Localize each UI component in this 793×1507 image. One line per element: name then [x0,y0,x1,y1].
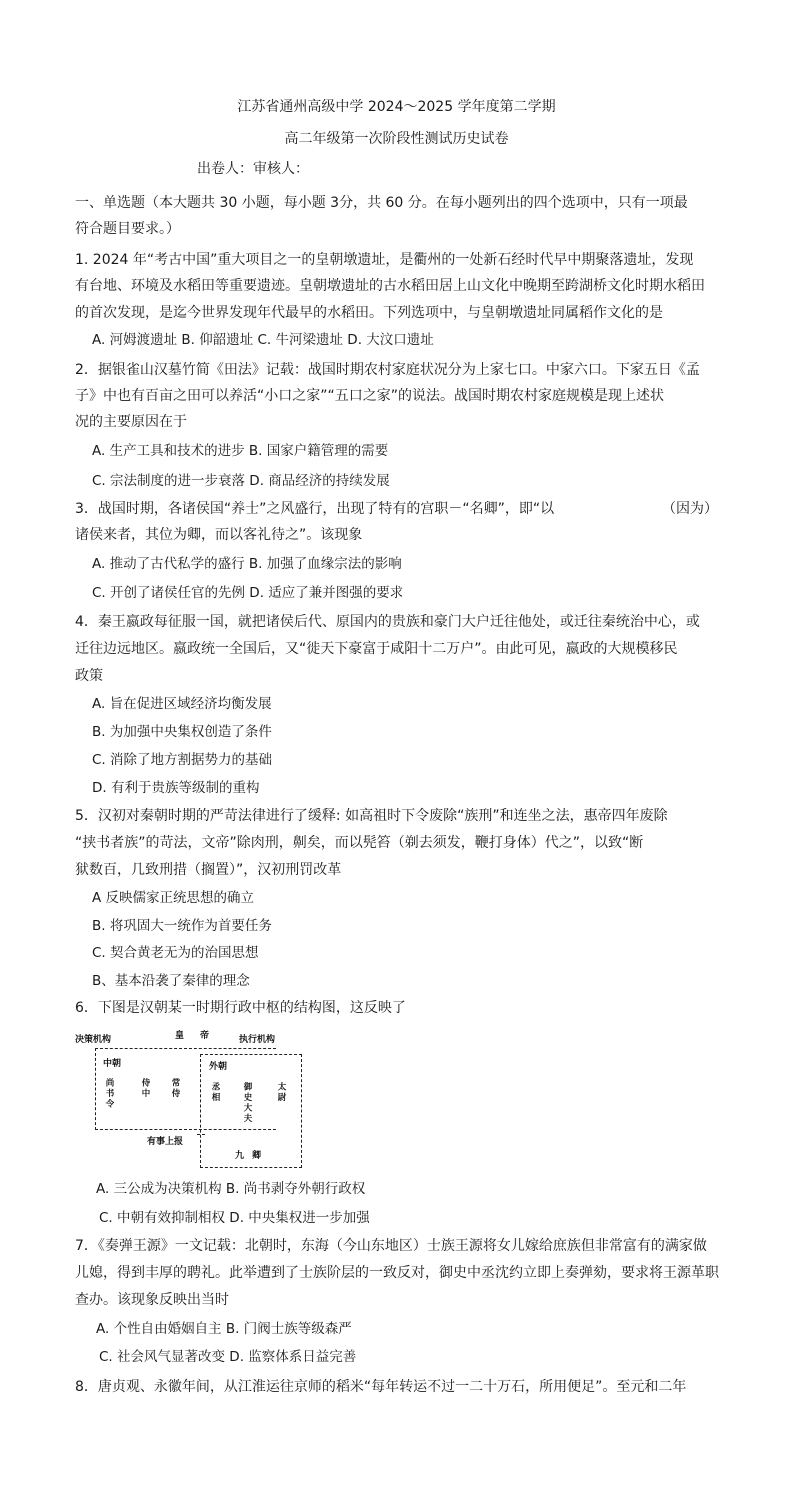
q1-line2: 有台地、环境及水稻田等重要遗迹。皇朝墩遗址的古水稻田居上山文化中晚期至跨湖桥文化时期水稻田 [75,278,705,294]
q5-option-b: B. 将巩固大一统作为首要任务 [92,918,272,934]
outer-col-1: 丞相 [210,1082,220,1103]
q5-line2: “挟书者族”的苛法，文帝”除肉刑，劓矣，而以髡笞（剃去须发，鞭打身体）代之”，以致“断 [75,835,644,851]
exam-subtitle: 高二年级第一次阶段性测试历史试卷 [284,131,509,147]
section-heading-line1: 一、单选题（本大题共 30 小题，每小题 3分，共 60 分。在每小题列出的四个选项中，只有一项最 [75,195,688,211]
q3-line1: 3．战国时期，各诸侯国“养士”之风盛行，出现了特有的宫职－“名卿”，即“以 [75,501,555,517]
q2-options-row2: C. 宗法制度的进一步衰落 D. 商品经济的持续发展 [92,473,390,489]
q1-options: A. 河姆渡遗址 B. 仰韶遗址 C. 牛河梁遗址 D. 大汶口遗址 [92,332,434,348]
q8-line1: 8．唐贞观、永徽年间，从江淮运往京师的稻米“每年转运不过一二十万石，所用便足”。至元和二年 [75,1379,687,1395]
han-admin-structure-diagram [75,1026,315,1172]
outer-col-2: 御史大夫 [242,1082,252,1124]
q4-line3: 政策 [75,668,103,684]
report-label: 有事上报 [147,1137,184,1147]
q3-options-row1: A. 推动了古代私学的盛行 B. 加强了血缘宗法的影响 [92,556,402,572]
q4-line1: 4．秦王嬴政每征服一国，就把诸侯后代、原国内的贵族和豪门大户迁往他处，或迁往秦统治中心，或 [75,614,700,630]
q4-line2: 迁往边远地区。嬴政统一全国后，又“徙天下豪富于咸阳十二万户”。由此可见，嬴政的大规模移民 [75,641,678,657]
q3-options-row2: C. 开创了诸侯任官的先例 D. 适应了兼并图强的要求 [92,585,404,601]
q4-option-c: C. 消除了地方割据势力的基础 [92,752,273,768]
q1-line1: 1. 2024 年“考古中国”重大项目之一的皇朝墩遗址，是衢州的一处新石经时代早中期聚落遗址，发现 [75,252,694,268]
emperor-label: 皇帝 [175,1031,226,1041]
q5-option-a: A 反映儒家正统思想的确立 [92,890,255,906]
q7-line2: 儿媳，得到丰厚的聘礼。此举遭到了士族阶层的一致反对，御史中丞沈约立即上奏弹劾，要求将王源革职 [75,1265,719,1281]
q5-option-c: C. 契合黄老无为的治国思想 [92,945,259,961]
outer-court-label: 外朝 [209,1062,228,1072]
inner-court-label: 中朝 [103,1059,122,1069]
q4-option-d: D. 有利于贵族等级制的重构 [92,780,260,796]
q5-line1: 5．汉初对秦朝时期的严苛法律进行了缓释: 如高祖时下令废除“族刑”和连坐之法，惠帝四年废除 [75,808,668,824]
outer-col-3: 太尉 [276,1082,286,1103]
q2-line1: 2．据银雀山汉墓竹简《田法》记载：战国时期农村家庭状况分为上家七口。中家六口。下家五日《孟 [75,362,700,378]
decision-label: 决策机构 [75,1035,112,1045]
q6-line1: 6．下图是汉朝某一时期行政中枢的结构图，这反映了 [75,1000,406,1016]
q3-line2: 诸侯来者，其位为卿，而以客礼待之”。该现象 [75,527,363,543]
inner-col-1: 尚书令 [104,1078,114,1110]
q4-option-a: A. 旨在促进区域经济均衡发展 [92,696,272,712]
q7-line3: 查办。该现象反映出当时 [75,1292,229,1308]
section-heading-line2: 符合题目要求。） [75,221,180,237]
inner-col-2: 侍中 [140,1078,150,1099]
q2-line2: 子》中也有百亩之田可以养活“小口之家”“五口之家”的说法。战国时期农村家庭规模是现上述状 [75,388,665,404]
q7-options-row2: C. 社会风气显著改变 D. 监察体系日益完善 [99,1349,357,1365]
exam-title: 江苏省通州高级中学 2024～2025 学年度第二学期 [237,99,556,115]
q7-options-row1: A. 个性自由婚姻自主 B. 门阀士族等级森严 [96,1321,352,1337]
inner-col-3: 常侍 [170,1078,180,1099]
q6-options-row2: C. 中朝有效抑制相权 D. 中央集权进一步加强 [99,1210,370,1226]
q5-line3: 狱数百，几致刑措（搁置）”，汉初刑罚改革 [75,862,342,878]
report-arrow [197,1134,205,1135]
q6-options-row1: A. 三公成为决策机构 B. 尚书剥夺外朝行政权 [96,1181,366,1197]
q4-option-b: B. 为加强中央集权创造了条件 [92,724,272,740]
q7-line1: 7．《奏弹王源》一文记载：北朝时，东海（今山东地区）士族王源将女儿嫁给庶族但非常富有的满家做 [75,1238,707,1254]
q1-line3: 的首次发现，是迄今世界发现年代最早的水稻田。下列选项中，与皇朝墩遗址同属稻作文化的是 [75,305,663,321]
executive-label: 执行机构 [239,1035,276,1045]
q5-option-d: B、基本沿袭了秦律的理念 [92,973,250,989]
q2-options-row1: A. 生产工具和技术的进步 B. 国家户籍管理的需要 [92,443,389,459]
q2-line3: 况的主要原因在于 [75,414,187,430]
nine-ministers-label: 九卿 [235,1151,270,1161]
exam-authors: 出卷人：审核人： [197,161,309,177]
q3-line1-note: （因为） [662,501,718,517]
